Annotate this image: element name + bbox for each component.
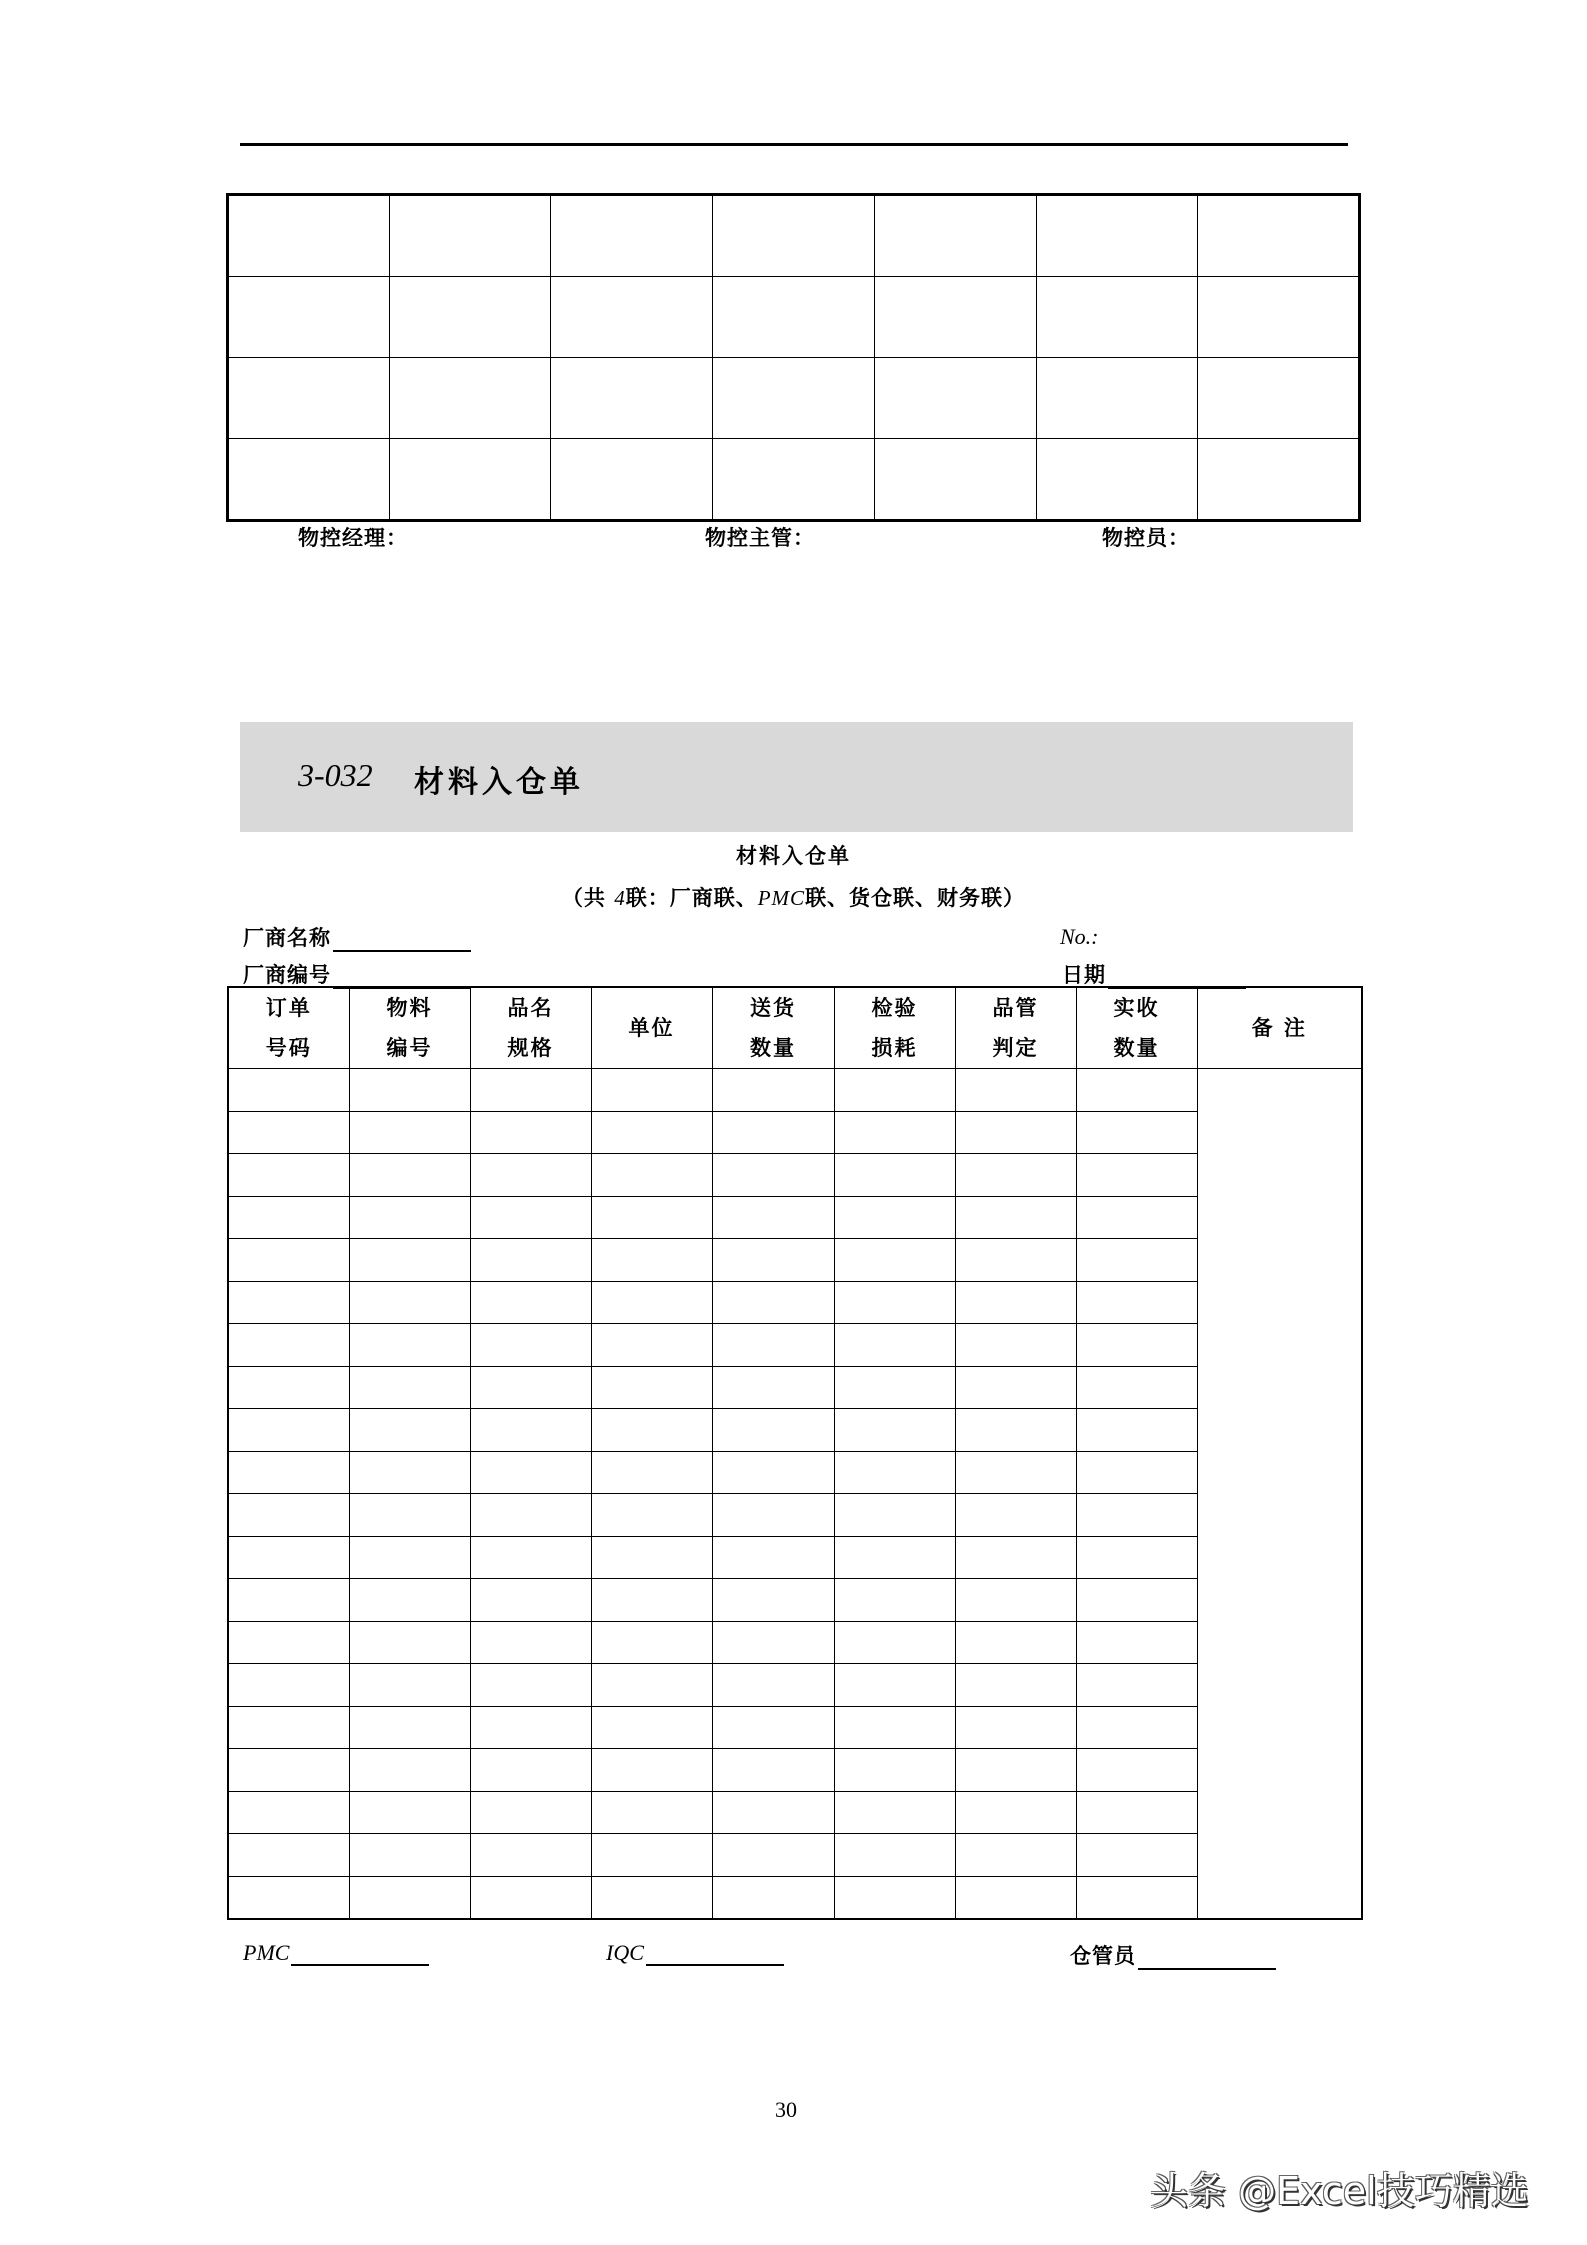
table-cell[interactable] <box>955 1536 1076 1579</box>
table-cell[interactable] <box>834 1536 955 1579</box>
grid-cell[interactable] <box>1198 195 1360 277</box>
table-row <box>228 1579 1362 1622</box>
table-cell[interactable] <box>712 1749 834 1792</box>
table-cell[interactable] <box>955 1324 1076 1367</box>
table-cell[interactable] <box>228 1154 349 1197</box>
form-subtitle <box>0 882 1587 912</box>
grid-row <box>228 358 1360 439</box>
table-row <box>228 1706 1362 1749</box>
grid-cell[interactable] <box>228 277 390 358</box>
table-cell[interactable] <box>955 1111 1076 1154</box>
grid-cell[interactable] <box>874 358 1036 439</box>
column-header <box>228 987 349 1069</box>
table-cell[interactable] <box>591 1664 712 1707</box>
table-cell[interactable] <box>1076 1324 1197 1367</box>
table-cell[interactable] <box>591 1154 712 1197</box>
table-cell[interactable] <box>470 1111 591 1154</box>
grid-cell[interactable] <box>389 358 551 439</box>
section-number: 3-032 <box>298 757 373 793</box>
table-cell[interactable] <box>228 1239 349 1282</box>
table-cell[interactable] <box>591 1366 712 1409</box>
table-cell[interactable] <box>470 1749 591 1792</box>
table-cell[interactable] <box>1076 1749 1197 1792</box>
footer-warehouse <box>1070 1940 1276 1970</box>
table-row <box>228 1366 1362 1409</box>
table-cell[interactable] <box>591 1536 712 1579</box>
table-cell[interactable] <box>712 1409 834 1452</box>
table-cell[interactable] <box>834 1324 955 1367</box>
table-cell[interactable] <box>1076 1536 1197 1579</box>
table-cell[interactable] <box>349 1154 470 1197</box>
table-row <box>228 1621 1362 1664</box>
table-cell[interactable] <box>1076 1239 1197 1282</box>
grid-cell[interactable] <box>551 439 713 521</box>
table-row <box>228 1451 1362 1494</box>
grid-cell[interactable] <box>389 195 551 277</box>
grid-cell[interactable] <box>551 195 713 277</box>
section-title: 材料入仓单 <box>414 765 584 800</box>
table-row <box>228 1111 1362 1154</box>
table-cell[interactable] <box>1076 1791 1197 1834</box>
table-row <box>228 1664 1362 1707</box>
table-cell[interactable] <box>591 1621 712 1664</box>
footer-pmc-label: PMC <box>243 1940 290 1965</box>
table-cell[interactable] <box>955 1579 1076 1622</box>
table-cell[interactable] <box>834 1281 955 1324</box>
table-cell[interactable] <box>955 1791 1076 1834</box>
table-cell[interactable] <box>955 1621 1076 1664</box>
date-label: 日期 <box>1062 963 1106 987</box>
table-cell[interactable] <box>712 1111 834 1154</box>
table-cell[interactable] <box>228 1579 349 1622</box>
table-cell[interactable] <box>834 1154 955 1197</box>
grid-cell[interactable] <box>551 277 713 358</box>
table-cell[interactable] <box>834 1239 955 1282</box>
table-cell[interactable] <box>470 1154 591 1197</box>
table-cell[interactable] <box>834 1706 955 1749</box>
table-cell[interactable] <box>834 1791 955 1834</box>
table-cell[interactable] <box>591 1281 712 1324</box>
subtitle-suffix: 联、货仓联、财务联） <box>805 886 1026 910</box>
table-cell[interactable] <box>834 1069 955 1112</box>
column-header-line1: 备 注 <box>1251 1016 1307 1040</box>
table-cell[interactable] <box>228 1621 349 1664</box>
table-cell[interactable] <box>591 1196 712 1239</box>
table-cell[interactable] <box>228 1451 349 1494</box>
grid-row <box>228 439 1360 521</box>
grid-cell[interactable] <box>713 439 875 521</box>
table-cell[interactable] <box>470 1409 591 1452</box>
table-cell[interactable] <box>470 1366 591 1409</box>
table-row <box>228 1536 1362 1579</box>
table-cell[interactable] <box>955 1834 1076 1877</box>
table-cell[interactable] <box>470 1494 591 1537</box>
table-cell[interactable] <box>955 1154 1076 1197</box>
table-cell[interactable] <box>591 1834 712 1877</box>
grid-cell[interactable] <box>874 439 1036 521</box>
vendor-name-field <box>243 922 471 952</box>
table-cell[interactable] <box>834 1111 955 1154</box>
column-header <box>1197 987 1362 1069</box>
table-cell[interactable] <box>228 1536 349 1579</box>
sign-clerk-label: 物控员： <box>1102 526 1190 550</box>
footer-iqc <box>606 1940 784 1966</box>
footer-iqc-blank[interactable] <box>646 1944 784 1966</box>
table-row <box>228 1196 1362 1239</box>
table-cell[interactable] <box>470 1834 591 1877</box>
table-cell[interactable] <box>349 1324 470 1367</box>
table-cell[interactable] <box>591 1111 712 1154</box>
grid-cell[interactable] <box>228 439 390 521</box>
table-row <box>228 1791 1362 1834</box>
table-cell[interactable] <box>712 1366 834 1409</box>
grid-cell[interactable] <box>713 195 875 277</box>
header-rule <box>240 143 1348 146</box>
column-header <box>349 987 470 1069</box>
table-cell[interactable] <box>1076 1494 1197 1537</box>
watermark: 头条 @Excel技巧精选 <box>1150 2169 1529 2213</box>
table-cell[interactable] <box>712 1706 834 1749</box>
table-cell[interactable] <box>470 1664 591 1707</box>
vendor-name-label: 厂商名称 <box>243 926 331 950</box>
column-header-line2: 规格 <box>507 1036 554 1060</box>
column-header-line1: 品管 <box>992 996 1039 1020</box>
column-header-line1: 单位 <box>628 1016 675 1040</box>
table-cell[interactable] <box>955 1239 1076 1282</box>
table-cell[interactable] <box>955 1069 1076 1112</box>
table-cell[interactable] <box>712 1664 834 1707</box>
table-row <box>228 1494 1362 1537</box>
table-cell[interactable] <box>349 1111 470 1154</box>
table-cell[interactable] <box>955 1196 1076 1239</box>
table-cell[interactable] <box>1076 1366 1197 1409</box>
table-cell[interactable] <box>1076 1876 1197 1919</box>
table-cell[interactable] <box>470 1069 591 1112</box>
date-field <box>1062 959 1246 989</box>
table-cell[interactable] <box>349 1196 470 1239</box>
footer-warehouse-label: 仓管员 <box>1070 1944 1136 1968</box>
table-cell[interactable] <box>712 1536 834 1579</box>
column-header <box>955 987 1076 1069</box>
table-cell[interactable] <box>470 1324 591 1367</box>
table-cell[interactable] <box>712 1451 834 1494</box>
table-cell[interactable] <box>349 1069 470 1112</box>
table-cell[interactable] <box>349 1706 470 1749</box>
table-cell[interactable] <box>228 1834 349 1877</box>
table-cell[interactable] <box>834 1579 955 1622</box>
table-cell[interactable] <box>470 1579 591 1622</box>
table-cell[interactable] <box>712 1324 834 1367</box>
grid-cell[interactable] <box>874 195 1036 277</box>
table-cell[interactable] <box>955 1749 1076 1792</box>
footer-pmc <box>243 1940 429 1966</box>
column-header-line1: 检验 <box>871 996 918 1020</box>
table-cell[interactable] <box>349 1749 470 1792</box>
table-row <box>228 1069 1362 1112</box>
table-cell[interactable] <box>955 1706 1076 1749</box>
table-cell[interactable] <box>470 1536 591 1579</box>
table-cell[interactable] <box>1076 1451 1197 1494</box>
section-header-box <box>240 722 1353 832</box>
vendor-code-label: 厂商编号 <box>243 963 331 987</box>
table-cell[interactable] <box>470 1876 591 1919</box>
table-cell[interactable] <box>591 1069 712 1112</box>
column-header <box>712 987 834 1069</box>
table-cell[interactable] <box>834 1664 955 1707</box>
table-cell[interactable] <box>834 1196 955 1239</box>
table-cell[interactable] <box>834 1366 955 1409</box>
table-cell[interactable] <box>228 1749 349 1792</box>
column-header <box>1076 987 1197 1069</box>
table-cell[interactable] <box>591 1324 712 1367</box>
table-cell[interactable] <box>834 1749 955 1792</box>
table-cell[interactable] <box>591 1239 712 1282</box>
table-cell[interactable] <box>834 1451 955 1494</box>
vendor-name-blank[interactable] <box>333 930 471 952</box>
subtitle-prefix: （共 <box>561 886 615 910</box>
table-cell[interactable] <box>349 1494 470 1537</box>
table-cell[interactable] <box>834 1834 955 1877</box>
table-cell[interactable] <box>349 1579 470 1622</box>
column-header <box>470 987 591 1069</box>
footer-warehouse-blank[interactable] <box>1138 1948 1276 1970</box>
table-cell[interactable] <box>349 1536 470 1579</box>
top-grid-table <box>226 193 1361 522</box>
table-row <box>228 1834 1362 1877</box>
table-row <box>228 1154 1362 1197</box>
table-cell[interactable] <box>712 1281 834 1324</box>
table-cell[interactable] <box>1076 1409 1197 1452</box>
table-cell[interactable] <box>349 1791 470 1834</box>
table-cell[interactable] <box>228 1494 349 1537</box>
table-cell[interactable] <box>712 1791 834 1834</box>
table-cell[interactable] <box>228 1196 349 1239</box>
subtitle-count: 4 <box>614 886 626 910</box>
grid-cell[interactable] <box>228 195 390 277</box>
table-cell[interactable] <box>834 1621 955 1664</box>
table-cell[interactable] <box>1076 1154 1197 1197</box>
table-cell[interactable] <box>712 1239 834 1282</box>
table-cell[interactable] <box>591 1579 712 1622</box>
table-cell[interactable] <box>591 1876 712 1919</box>
table-row <box>228 1239 1362 1282</box>
table-cell[interactable] <box>1076 1579 1197 1622</box>
table-row <box>228 1749 1362 1792</box>
column-header-line2: 损耗 <box>871 1036 918 1060</box>
table-row <box>228 1876 1362 1919</box>
column-header-line1: 送货 <box>750 996 796 1020</box>
footer-iqc-label: IQC <box>606 1940 644 1965</box>
table-cell[interactable] <box>712 1494 834 1537</box>
table-cell[interactable] <box>349 1621 470 1664</box>
grid-cell[interactable] <box>713 358 875 439</box>
table-cell[interactable] <box>955 1281 1076 1324</box>
grid-cell[interactable] <box>1198 277 1360 358</box>
page-number: 30 <box>775 2097 797 2122</box>
remarks-cell[interactable] <box>1197 1069 1362 1920</box>
table-cell[interactable] <box>349 1451 470 1494</box>
table-cell[interactable] <box>834 1876 955 1919</box>
column-header-line2: 编号 <box>386 1036 433 1060</box>
receipt-table <box>227 986 1363 1920</box>
table-cell[interactable] <box>228 1324 349 1367</box>
table-cell[interactable] <box>228 1281 349 1324</box>
sign-supervisor-label: 物控主管： <box>705 526 815 550</box>
table-cell[interactable] <box>955 1451 1076 1494</box>
column-header-line1: 物料 <box>386 996 433 1020</box>
grid-cell[interactable] <box>1036 277 1198 358</box>
table-cell[interactable] <box>228 1111 349 1154</box>
grid-cell[interactable] <box>551 358 713 439</box>
column-header-line2: 号码 <box>265 1036 312 1060</box>
table-cell[interactable] <box>834 1409 955 1452</box>
table-cell[interactable] <box>470 1451 591 1494</box>
table-cell[interactable] <box>349 1239 470 1282</box>
table-cell[interactable] <box>349 1281 470 1324</box>
grid-row <box>228 277 1360 358</box>
grid-cell[interactable] <box>1036 439 1198 521</box>
table-cell[interactable] <box>228 1664 349 1707</box>
table-cell[interactable] <box>470 1791 591 1834</box>
subtitle-pmc: PMC <box>757 886 806 910</box>
column-header-line2: 数量 <box>1113 1036 1160 1060</box>
table-cell[interactable] <box>349 1876 470 1919</box>
table-cell[interactable] <box>349 1664 470 1707</box>
column-header-line1: 品名 <box>507 996 554 1020</box>
table-cell[interactable] <box>228 1069 349 1112</box>
footer-pmc-blank[interactable] <box>291 1944 429 1966</box>
table-cell[interactable] <box>955 1876 1076 1919</box>
table-cell[interactable] <box>591 1494 712 1537</box>
vendor-code-field <box>243 959 471 989</box>
table-cell[interactable] <box>470 1281 591 1324</box>
table-cell[interactable] <box>228 1366 349 1409</box>
table-cell[interactable] <box>1076 1111 1197 1154</box>
table-cell[interactable] <box>470 1239 591 1282</box>
table-cell[interactable] <box>834 1494 955 1537</box>
table-cell[interactable] <box>228 1706 349 1749</box>
table-cell[interactable] <box>1076 1069 1197 1112</box>
table-cell[interactable] <box>470 1196 591 1239</box>
table-cell[interactable] <box>955 1494 1076 1537</box>
table-cell[interactable] <box>1076 1834 1197 1877</box>
table-cell[interactable] <box>470 1706 591 1749</box>
table-cell[interactable] <box>1076 1621 1197 1664</box>
column-header-line1: 订单 <box>265 996 312 1020</box>
grid-cell[interactable] <box>389 439 551 521</box>
table-cell[interactable] <box>712 1196 834 1239</box>
table-cell[interactable] <box>470 1621 591 1664</box>
table-row <box>228 1409 1362 1452</box>
table-cell[interactable] <box>349 1366 470 1409</box>
table-cell[interactable] <box>349 1409 470 1452</box>
table-cell[interactable] <box>712 1069 834 1112</box>
column-header-line2: 数量 <box>750 1036 796 1060</box>
table-cell[interactable] <box>712 1834 834 1877</box>
form-number-label: No.: <box>1060 924 1099 949</box>
table-cell[interactable] <box>1076 1281 1197 1324</box>
grid-cell[interactable] <box>1036 195 1198 277</box>
table-cell[interactable] <box>591 1706 712 1749</box>
table-cell[interactable] <box>228 1409 349 1452</box>
grid-cell[interactable] <box>1198 358 1360 439</box>
table-row <box>228 1281 1362 1324</box>
column-header-line2: 判定 <box>992 1036 1039 1060</box>
grid-row <box>228 195 1360 277</box>
table-cell[interactable] <box>349 1834 470 1877</box>
table-cell[interactable] <box>712 1876 834 1919</box>
table-cell[interactable] <box>712 1154 834 1197</box>
table-cell[interactable] <box>228 1791 349 1834</box>
column-header-line1: 实收 <box>1113 996 1160 1020</box>
grid-cell[interactable] <box>228 358 390 439</box>
table-cell[interactable] <box>1076 1706 1197 1749</box>
table-cell[interactable] <box>955 1409 1076 1452</box>
table-cell[interactable] <box>591 1791 712 1834</box>
table-cell[interactable] <box>712 1579 834 1622</box>
table-cell[interactable] <box>955 1366 1076 1409</box>
table-cell[interactable] <box>591 1749 712 1792</box>
grid-cell[interactable] <box>874 277 1036 358</box>
grid-cell[interactable] <box>1036 358 1198 439</box>
column-header <box>834 987 955 1069</box>
grid-cell[interactable] <box>389 277 551 358</box>
table-cell[interactable] <box>1076 1664 1197 1707</box>
table-cell[interactable] <box>712 1621 834 1664</box>
form-title: 材料入仓单 <box>736 844 851 868</box>
table-cell[interactable] <box>228 1876 349 1919</box>
column-header <box>591 987 712 1069</box>
sign-manager-label: 物控经理： <box>298 526 408 550</box>
grid-cell[interactable] <box>1198 439 1360 521</box>
table-cell[interactable] <box>955 1664 1076 1707</box>
grid-cell[interactable] <box>713 277 875 358</box>
table-cell[interactable] <box>591 1409 712 1452</box>
table-row <box>228 1324 1362 1367</box>
table-cell[interactable] <box>1076 1196 1197 1239</box>
subtitle-mid: 联：厂商联、 <box>625 886 758 910</box>
table-cell[interactable] <box>591 1451 712 1494</box>
